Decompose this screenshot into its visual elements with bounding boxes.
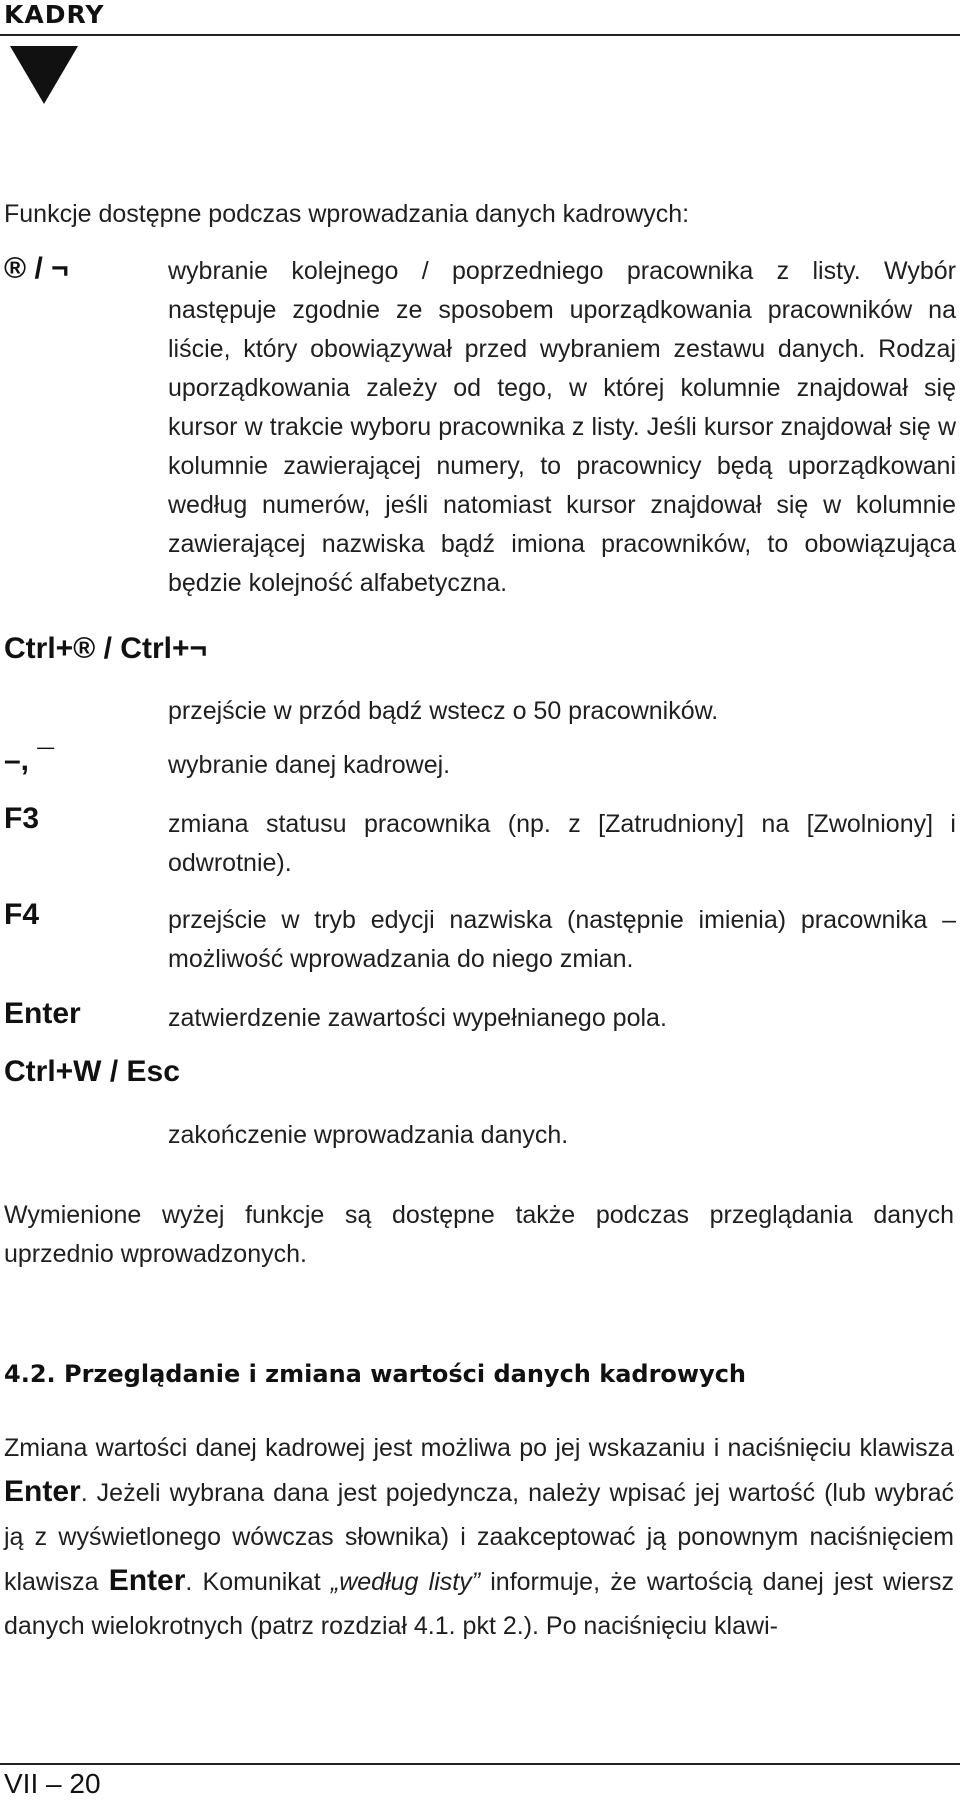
page-number: VII – 20: [4, 1768, 101, 1799]
message-emphasis: „według listy”: [330, 1568, 481, 1596]
section-header-title: KADRY: [4, 0, 105, 29]
key-f4: F4: [4, 898, 40, 931]
desc-f3: zmiana statusu pracownika (np. z [Zatrudniony] na [Zwolniony] i odwrotnie).: [168, 810, 956, 877]
paragraph-text-2: . Jeżeli wybrana dana jest pojedyncza, należy wpisać jej wartość (lub wybrać ją z wyświetlonego wówczas słownika) i zaakceptować ją ponownym naciśnięciem klawisza: [4, 1479, 954, 1596]
section-title: 4.2. Przeglądanie i zmiana wartości danych kadrowych: [4, 1360, 747, 1388]
summary-text: Wymienione wyżej funkcje są dostępne także podczas przeglądania danych uprzednio wprowadzonych.: [4, 1201, 954, 1268]
desc-ctrl-arrows: przejście w przód bądź wstecz o 50 pracowników.: [168, 697, 719, 725]
down-triangle-icon: [10, 46, 78, 104]
key-arrows: ® / ¬: [4, 252, 69, 285]
desc-arrows: [168, 252, 956, 603]
key-f3: F3: [4, 802, 40, 835]
desc-f4: przejście w tryb edycji nazwiska (następnie imienia) pracownika – możliwość wprowadzania do niego zmian.: [168, 906, 956, 973]
paragraph-text-1: Zmiana wartości danej kadrowej jest możliwa po jej wskazaniu i naciśnięciu klawisza: [4, 1434, 954, 1462]
desc-enter: zatwierdzenie zawartości wypełnianego pola.: [168, 1004, 667, 1032]
key-enter-inline-2: Enter: [108, 1564, 186, 1597]
desc-ctrlw-esc: zakończenie wprowadzania danych.: [168, 1121, 569, 1149]
key-enter-inline-1: Enter: [4, 1475, 81, 1508]
key-ctrl-arrows: Ctrl+® / Ctrl+¬: [4, 632, 207, 665]
desc-up-down: wybranie danej kadrowej.: [168, 751, 451, 779]
header-divider: [0, 34, 960, 36]
paragraph-text-3: . Komunikat: [185, 1568, 331, 1596]
key-ctrlw-esc: Ctrl+W / Esc: [4, 1055, 180, 1088]
desc-arrows-text: wybranie kolejnego / poprzedniego pracownika z listy. Wybór następuje zgodnie ze sposobem uporządkowania pracowników na liście, który obowiązywał przed wybraniem zestawu danych. Rodzaj uporządkowania zależy od tego, w której kolumnie znajdował się kursor w trakcie wyboru pracownika z listy. Jeśli kursor znajdował się w kolumnie zawierającej numery, to pracownicy będą uporządkowani według numerów, jeśli natomiast kursor znajdował się w kolumnie zawierającej nazwiska bądź imiona pracowników, to obowiązująca będzie kolejność alfabetyczna.: [168, 257, 956, 597]
key-up-down: –, ¯: [4, 744, 54, 777]
footer-divider: [0, 1763, 960, 1765]
intro-text: Funkcje dostępne podczas wprowadzania danych kadrowych:: [4, 200, 690, 228]
section-paragraph: [4, 1426, 954, 1648]
paragraph-text-4: informuje, że wartością danej jest wiersz danych wielokrotnych (patrz rozdział 4.1. pkt 2.). Po naciśnięciu klawi-: [4, 1568, 954, 1640]
key-enter: Enter: [4, 997, 81, 1030]
